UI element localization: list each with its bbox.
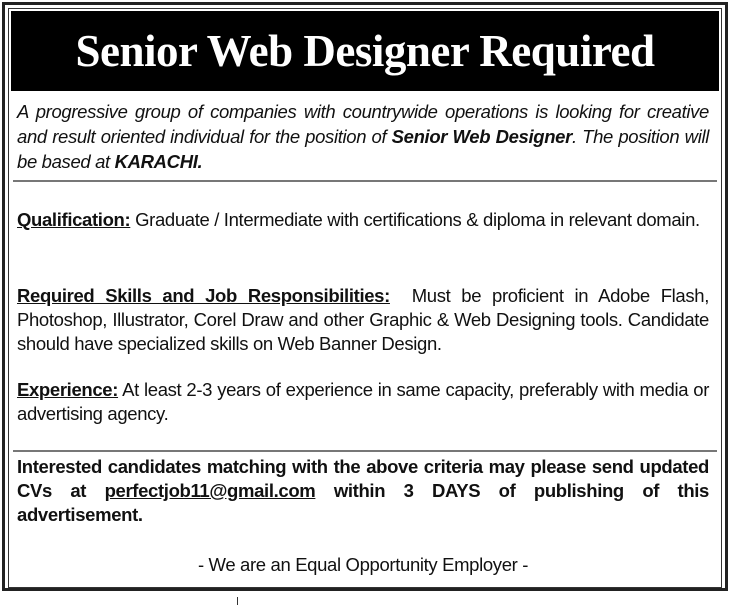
apply-section bbox=[17, 455, 709, 527]
skills-section bbox=[17, 284, 714, 356]
skills-text: Must be proficient in Adobe Flash, Photoshop, Illustrator, Corel Draw and other Graphic & Web Designing tools. Candidate should have specialized skills on Web Banner Design. bbox=[17, 285, 714, 354]
experience-section bbox=[17, 378, 709, 426]
apply-text2: within 3 DAYS of publishing of this advertisement. bbox=[17, 480, 709, 525]
email-link[interactable]: perfectjob11@gmail.com bbox=[104, 480, 316, 501]
apply-text: Interested candidates matching with the above criteria may please send updated CVs at bbox=[17, 456, 709, 501]
divider bbox=[13, 180, 717, 182]
intro-location: KARACHI. bbox=[114, 151, 203, 172]
intro-text: A progressive group of companies with countrywide operations is looking for creative and result oriented individual for the position of bbox=[17, 101, 709, 147]
qualification-section bbox=[17, 208, 709, 232]
skills-heading: Required Skills and Job Responsibilities: bbox=[17, 285, 390, 306]
qualification-text: Graduate / Intermediate with certifications & diploma in relevant domain. bbox=[130, 209, 700, 230]
experience-text: At least 2-3 years of experience in same capacity, preferably with media or advertising agency. bbox=[17, 379, 709, 424]
qualification-heading: Qualification: bbox=[17, 209, 131, 230]
equal-opportunity-footer: - We are an Equal Opportunity Employer - bbox=[197, 554, 529, 575]
intro-text2: . The position will be based at bbox=[17, 126, 709, 172]
intro-position: Senior Web Designer bbox=[391, 126, 572, 147]
page-mark bbox=[237, 597, 238, 605]
ad-title: Senior Web Designer Required bbox=[11, 11, 719, 91]
divider bbox=[13, 450, 717, 452]
intro-paragraph bbox=[17, 99, 709, 174]
experience-heading: Experience: bbox=[17, 379, 119, 400]
